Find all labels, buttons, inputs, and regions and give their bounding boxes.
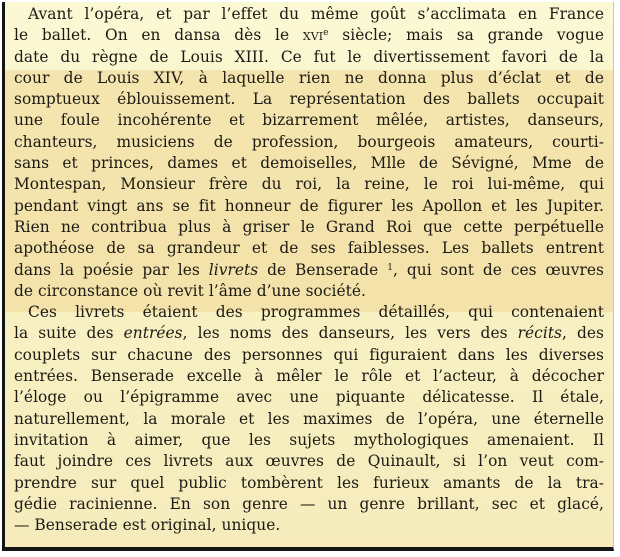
text-line <box>14 430 604 451</box>
text-line <box>14 89 604 110</box>
text-line <box>14 68 604 89</box>
text-run: invitation à aimer, que les sujets mythologiques amenaient. Il <box>14 430 604 449</box>
text-run: pendant vingt ans se fit honneur de figurer les Apollon et les Jupiter. <box>14 196 604 215</box>
text-run: le ballet. On en dansa dès le <box>14 26 303 45</box>
text-run: cour de Louis XIV, à laquelle rien ne donna plus d’éclat et de <box>14 68 604 87</box>
text-run: naturellement, la morale et les maximes de l’opéra, une éternelle <box>14 409 604 428</box>
italic-term: livrets <box>208 260 259 279</box>
text-line <box>14 47 604 68</box>
text-line <box>14 174 604 195</box>
text-run: gédie racinienne. En son genre — un genre brillant, sec et glacé, <box>14 494 604 513</box>
text-run: l’éloge ou l’épigramme avec une piquante délicatesse. Il étale, <box>14 388 604 407</box>
text-run: Ces livrets étaient des programmes détaillés, qui contenaient <box>28 303 604 322</box>
superscript: 1 <box>387 262 393 273</box>
italic-term: récits <box>517 324 562 343</box>
text-run: Montespan, Monsieur frère du roi, la reine, le roi lui-même, qui <box>14 175 604 194</box>
text-run: entrées. Benserade excelle à mêler le rôle et l’acteur, à décocher <box>14 367 604 386</box>
text-run: siècle; mais sa grande vogue <box>328 26 604 45</box>
text-line <box>14 25 604 46</box>
text-run: date du règne de Louis XIII. Ce fut le divertissement favori de la <box>14 47 604 66</box>
text-line <box>14 323 604 344</box>
text-line <box>14 153 604 174</box>
text-line <box>14 260 604 281</box>
superscript: e <box>323 28 329 39</box>
text-run: une foule incohérente et bizarrement mêlée, artistes, danseurs, <box>14 111 604 130</box>
text-line <box>14 473 604 494</box>
text-run: , qui sont de ces œuvres <box>393 260 604 279</box>
text-line <box>14 238 604 259</box>
text-line <box>14 494 604 515</box>
text-run: prendre sur quel public tombèrent les furieux amants de la tra- <box>14 473 604 492</box>
text-run: la suite des <box>14 324 124 343</box>
text-run: Avant l’opéra, et par l’effet du même goût s’acclimata en France <box>28 5 604 23</box>
text-run: de Benserade <box>258 260 388 279</box>
text-run: xvi <box>302 26 324 45</box>
body-text <box>14 4 604 536</box>
text-run: — Benserade est original, unique. <box>14 516 281 535</box>
text-run: somptueux éblouissement. La représentation des ballets occupait <box>14 90 604 109</box>
text-run: sans et princes, dames et demoiselles, Mlle de Sévigné, Mme de <box>14 154 604 173</box>
text-line <box>14 387 604 408</box>
text-line <box>14 409 604 430</box>
text-run: de circonstance où revit l’âme d’une société. <box>14 281 366 300</box>
text-line <box>14 345 604 366</box>
text-line <box>14 132 604 153</box>
text-line <box>14 110 604 131</box>
text-run: chanteurs, musiciens de profession, bourgeois amateurs, courti- <box>14 132 604 151</box>
text-run: Rien ne contribua plus à griser le Grand Roi que cette perpétuelle <box>14 217 604 236</box>
text-run: , des <box>562 324 604 343</box>
text-run: faut joindre ces livrets aux œuvres de Quinault, si l’on veut com- <box>14 452 604 471</box>
text-run: apothéose de sa grandeur et de ses faiblesses. Les ballets entrent <box>14 239 604 258</box>
italic-term: entrées <box>123 324 183 343</box>
text-line <box>14 451 604 472</box>
text-line <box>14 515 604 536</box>
text-line <box>14 302 604 323</box>
text-line <box>14 366 604 387</box>
text-run: couplets sur chacune des personnes qui figuraient dans les diverses <box>14 345 604 364</box>
text-line <box>14 281 604 302</box>
book-page <box>2 2 614 551</box>
text-run: , les noms des danseurs, les vers des <box>182 324 518 343</box>
text-line <box>14 196 604 217</box>
text-run: dans la poésie par les <box>14 260 209 279</box>
text-line <box>14 4 604 25</box>
text-line <box>14 217 604 238</box>
